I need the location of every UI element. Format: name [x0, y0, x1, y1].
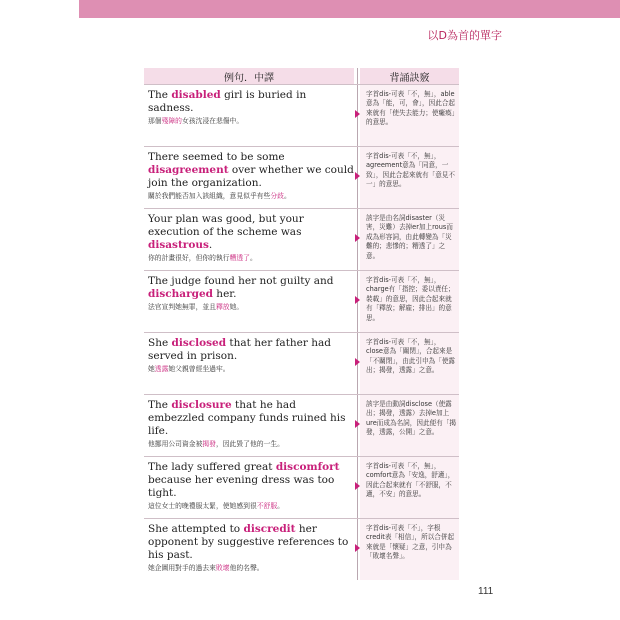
chinese-translation: 那個殘障的女孩沈浸在悲傷中。 — [148, 117, 244, 125]
vocabulary-table — [144, 84, 459, 590]
column-header-examples: 例句．中譯 — [144, 68, 354, 84]
keyword: discredit — [243, 523, 296, 535]
section-title: 以D為首的單字 — [427, 29, 502, 42]
memory-tip: 字首dis-可表「不，無」，able意為「能，可，會」，因此合起來就有「使失去能力；使癱瘓」的意思。 — [366, 90, 456, 127]
example-sentence: The disclosure that he had embezzled company funds ruined his life. 他挪用公司資金被揭發，因此毀了他的一生。 — [148, 399, 354, 449]
vocab-row — [144, 332, 459, 394]
chinese-translation: 你的計畫很好，但你的執行糟透了。 — [148, 254, 257, 262]
vocab-row — [144, 394, 459, 456]
triangle-arrow-icon — [355, 110, 360, 118]
triangle-arrow-icon — [355, 172, 360, 180]
vocab-row — [144, 456, 459, 518]
page-number: 111 — [478, 586, 494, 597]
example-sentence: The judge found her not guilty and discharged her. 法官宣判她無罪，並且釋放她。 — [148, 275, 354, 312]
vocab-row — [144, 518, 459, 590]
chinese-translation: 這位女士的晚禮服太緊，使她感到很不舒服。 — [148, 502, 284, 510]
example-sentence: The lady suffered great discomfort because her evening dress was too tight. 這位女士的晚禮服太緊，使她感到很不舒服。 — [148, 461, 354, 511]
top-color-bar — [79, 0, 620, 18]
vocab-row — [144, 270, 459, 332]
memory-tip: 字首dis-可表「不」，字根credit表「相信」，所以合併起來就是「懷疑」之意，引申為「敗壞名聲」。 — [366, 524, 455, 561]
memory-tip: 字首dis-可表「不，無」，charge有「指控；委以責任；裝載」的意思，因此合起來就有「釋放；解雇；排出」的意思。 — [366, 276, 455, 322]
memory-tip: 字首dis-可表「不，無」，close意為「關閉」，合起來是「不關閉」，由此引申為「使露出；揭發，透露」之意。 — [366, 338, 456, 375]
keyword: disastrous — [148, 239, 209, 251]
keyword: disabled — [171, 89, 221, 101]
memory-tip: 字首dis-可表「不，無」，comfort意為「安逸，舒適」，因此合起來就有「不舒服，不適，不安」的意思。 — [366, 462, 455, 499]
example-sentence: She attempted to discredit her opponent by suggestive references to his past. 她企圖用對手的過去來敗壞他的名聲。 — [148, 523, 354, 573]
keyword: disclosure — [171, 399, 232, 411]
triangle-arrow-icon — [355, 234, 360, 242]
chinese-translation: 她透露她父親曾經坐過牢。 — [148, 365, 230, 373]
vocab-row — [144, 84, 459, 146]
chinese-translation: 關於我們能否加入該組織，意見似乎有些分歧。 — [148, 192, 291, 200]
chinese-translation: 他挪用公司資金被揭發，因此毀了他的一生。 — [148, 440, 284, 448]
triangle-arrow-icon — [355, 482, 360, 490]
memory-tip: 該字是由動詞disclose（使露出；揭發，透露）去掉e加上ure而成為名詞，因此便有「揭發，透露，公開」之意。 — [366, 400, 456, 437]
example-sentence: She disclosed that her father had served in prison. 她透露她父親曾經坐過牢。 — [148, 337, 354, 374]
triangle-arrow-icon — [355, 420, 360, 428]
triangle-arrow-icon — [355, 544, 360, 552]
triangle-arrow-icon — [355, 296, 360, 304]
keyword: discharged — [148, 288, 213, 300]
vocab-row — [144, 208, 459, 270]
chinese-translation: 法官宣判她無罪，並且釋放她。 — [148, 303, 244, 311]
chinese-translation: 她企圖用對手的過去來敗壞他的名聲。 — [148, 564, 264, 572]
memory-tip: 該字是由名詞disaster（災害，災難）去掉er加上rous而成為形容詞，由此轉變為「災難的；悲慘的；糟透了」之意。 — [366, 214, 453, 260]
example-sentence: The disabled girl is buried in sadness. 那個殘障的女孩沈浸在悲傷中。 — [148, 89, 354, 126]
triangle-arrow-icon — [355, 358, 360, 366]
keyword: disclosed — [171, 337, 227, 349]
keyword: discomfort — [275, 461, 340, 473]
vocab-row — [144, 146, 459, 208]
column-header-tips: 背誦訣竅 — [360, 68, 459, 84]
example-sentence: Your plan was good, but your execution of the scheme was disastrous. 你的計畫很好，但你的執行糟透了。 — [148, 213, 354, 263]
keyword: disagreement — [148, 164, 229, 176]
memory-tip: 字首dis-可表「不，無」，agreement意為「同意，一致」，因此合起來就有「意見不一」的意思。 — [366, 152, 456, 189]
example-sentence: There seemed to be some disagreement over whether we could join the organization. 關於我們能否加入該組織，意見似乎有些分歧。 — [148, 151, 354, 200]
